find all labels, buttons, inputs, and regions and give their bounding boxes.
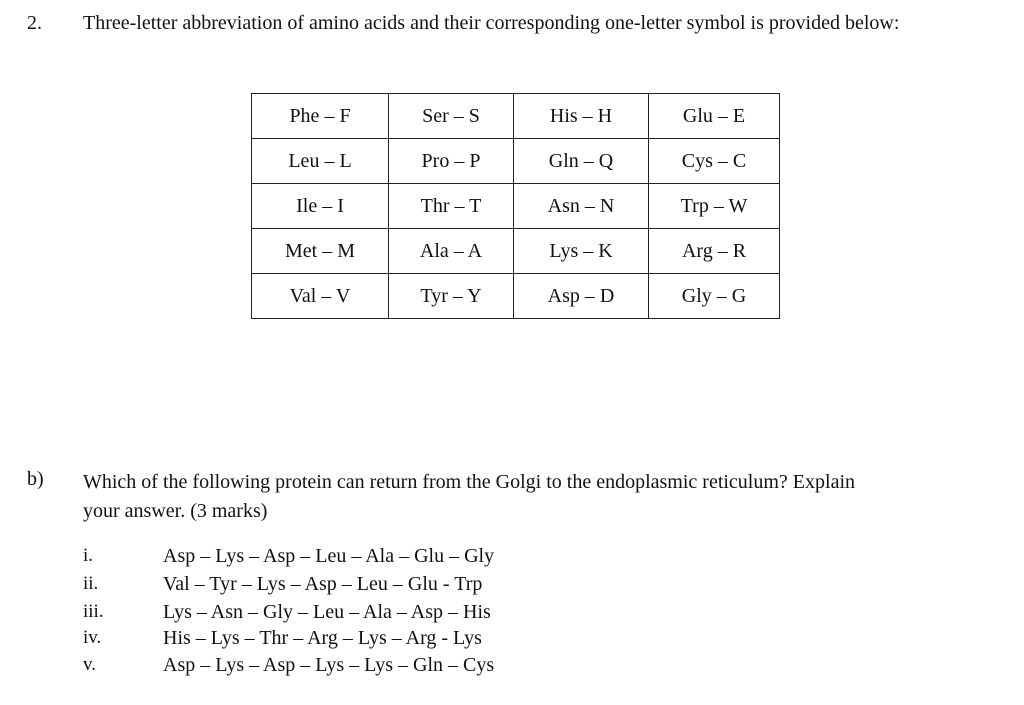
table-cell: Leu – L: [252, 139, 389, 184]
option-number: ii.: [83, 573, 99, 594]
option-number: iii.: [83, 601, 104, 622]
amino-acid-table: [251, 93, 780, 319]
table-row: [252, 184, 780, 229]
table-cell: His – H: [514, 94, 649, 139]
table-cell: Ala – A: [389, 229, 514, 274]
table-row: [252, 139, 780, 184]
option-number: i.: [83, 545, 94, 566]
part-b-label: b): [27, 468, 44, 490]
table-cell: Met – M: [252, 229, 389, 274]
table-cell: Trp – W: [649, 184, 780, 229]
part-b-line-2: your answer. (3 marks): [83, 500, 268, 522]
option-sequence: Lys – Asn – Gly – Leu – Ala – Asp – His: [163, 601, 491, 623]
table-cell: Asn – N: [514, 184, 649, 229]
option-sequence: His – Lys – Thr – Arg – Lys – Arg - Lys: [163, 627, 482, 649]
option-sequence: Asp – Lys – Asp – Leu – Ala – Glu – Gly: [163, 545, 495, 567]
question-text: Three-letter abbreviation of amino acids and their corresponding one-letter symbol is provided below:: [83, 12, 900, 34]
table-cell: Gln – Q: [514, 139, 649, 184]
table-row: [252, 274, 780, 319]
table-cell: Arg – R: [649, 229, 780, 274]
table-row: [252, 94, 780, 139]
question-number: 2.: [27, 12, 42, 34]
table-cell: Pro – P: [389, 139, 514, 184]
table-cell: Val – V: [252, 274, 389, 319]
table-cell: Thr – T: [389, 184, 514, 229]
option-sequence: Val – Tyr – Lys – Asp – Leu – Glu - Trp: [163, 573, 483, 595]
option-number: v.: [83, 654, 97, 675]
table-cell: Tyr – Y: [389, 274, 514, 319]
table-cell: Ile – I: [252, 184, 389, 229]
part-b-question: [83, 468, 983, 526]
table-row: [252, 229, 780, 274]
part-b-line-1: Which of the following protein can return from the Golgi to the endoplasmic reticulum? Explain: [83, 471, 856, 493]
table-cell: Glu – E: [649, 94, 780, 139]
table-cell: Ser – S: [389, 94, 514, 139]
table-cell: Gly – G: [649, 274, 780, 319]
table-cell: Phe – F: [252, 94, 389, 139]
option-sequence: Asp – Lys – Asp – Lys – Lys – Gln – Cys: [163, 654, 495, 676]
table-cell: Cys – C: [649, 139, 780, 184]
option-number: iv.: [83, 627, 102, 648]
table-cell: Lys – K: [514, 229, 649, 274]
table-cell: Asp – D: [514, 274, 649, 319]
